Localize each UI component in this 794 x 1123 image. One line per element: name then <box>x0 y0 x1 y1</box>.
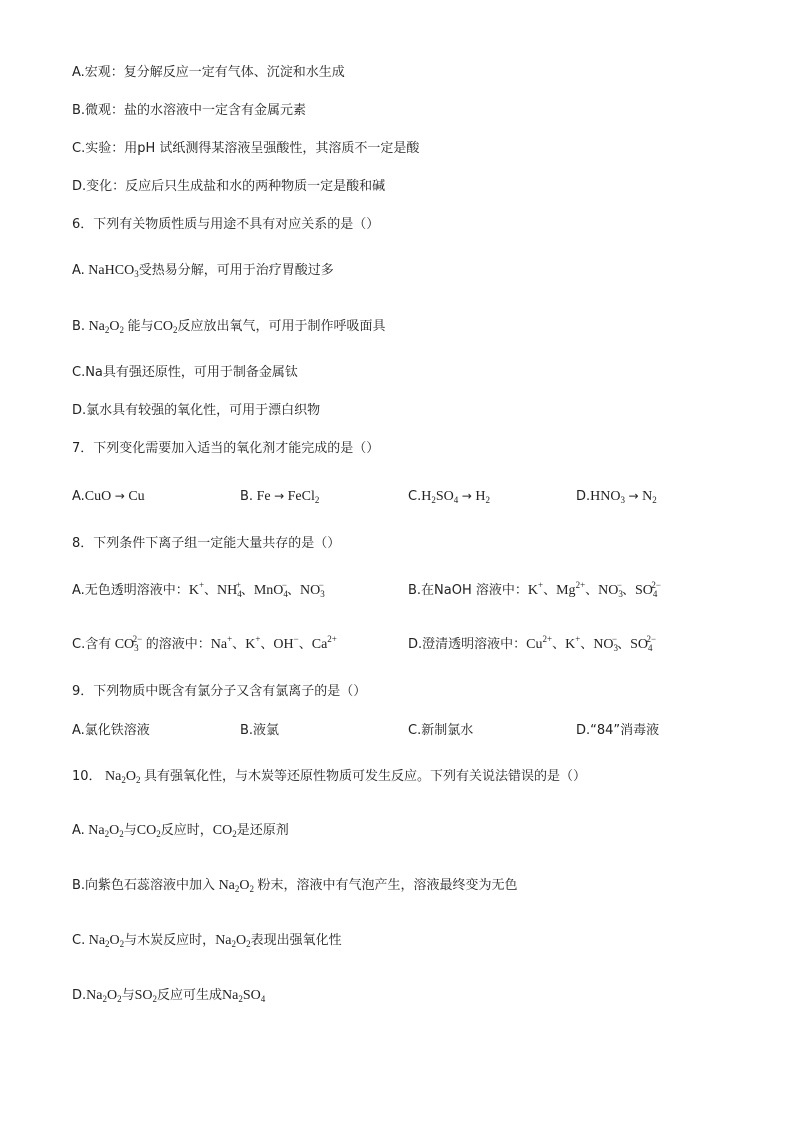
q6-option-d: D.氯水具有较强的氧化性，可用于漂白织物 <box>72 403 321 418</box>
q9-stem: 9．下列物质中既含有氯分子又含有氯离子的是（） <box>72 684 367 699</box>
q8-option-c: C.含有 $CO_3^{2-}$ 的溶液中：Na+、K+、OH−、$Ca^{2+}$ <box>72 634 337 653</box>
q9-option-b: B.液氯 <box>240 723 280 738</box>
q5-option-c: C.实验：用pH 试纸测得某溶液呈强酸性，其溶质不一定是酸 <box>72 141 420 156</box>
q10-stem: 10． $Na_2O_2$ 具有强氧化性，与木炭等还原性物质可发生反应。下列有关说法错误的是（） <box>72 769 587 785</box>
q8-option-d: D.澄清透明溶液中：$Cu^{2+}$、K+、$NO_3^-$、$SO_4^{2-}$ <box>408 634 657 653</box>
q7-option-d: $D.HNO_3 \to N_2$ <box>576 489 657 505</box>
q10-option-b: B.向紫色石蕊溶液中加入 $Na_2O_2$ 粉末，溶液中有气泡产生，溶液最终变为无色 <box>72 878 518 894</box>
q7-option-b: B. Fe → FeCl$_2$ <box>240 489 320 505</box>
q6-stem: 6．下列有关物质性质与用途不具有对应关系的是（） <box>72 217 380 232</box>
q5-option-d: D.变化：反应后只生成盐和水的两种物质一定是酸和碱 <box>72 179 386 194</box>
q5-option-b: B.微观：盐的水溶液中一定含有金属元素 <box>72 103 307 118</box>
q9-option-a: A.氯化铁溶液 <box>72 723 150 738</box>
q10-option-c: C. $Na_2O_2$与木炭反应时，$Na_2O_2$表现出强氧化性 <box>72 933 342 949</box>
q7-option-a: A.CuO → Cu <box>72 489 145 504</box>
q8-stem: 8．下列条件下离子组一定能大量共存的是（） <box>72 536 341 551</box>
q9-option-c: C.新制氯水 <box>408 723 474 738</box>
q5-option-a: A.宏观：复分解反应一定有气体、沉淀和水生成 <box>72 65 345 80</box>
q7-option-c: $C.H_2SO_4 \to H_2$ <box>408 489 490 505</box>
q9-option-d: D.“84”消毒液 <box>576 723 660 738</box>
q7-stem: 7．下列变化需要加入适当的氧化剂才能完成的是（） <box>72 441 380 456</box>
q10-option-d: $D.Na_2O_2$与$SO_2$反应可生成$Na_2SO_4$ <box>72 988 266 1004</box>
q6-option-b: B. $Na_2O_2$ 能与$CO_2$反应放出氧气，可用于制作呼吸面具 <box>72 319 386 335</box>
q8-option-a: A.无色透明溶液中：K+、$NH_4^+$、MnO$_4$−、$NO_3^-$ <box>72 580 325 599</box>
q8-option-b: B.在NaOH 溶液中：K+、$Mg^{2+}$、$NO_3^-$、$SO_4^{2-}$ <box>408 580 661 599</box>
q6-option-c: C.Na具有强还原性，可用于制备金属钛 <box>72 365 298 380</box>
q6-option-a: A. NaHCO$_3$受热易分解，可用于治疗胃酸过多 <box>72 263 334 279</box>
q10-option-a: A. $Na_2O_2$与$CO_2$反应时，$CO_2$是还原剂 <box>72 823 289 839</box>
